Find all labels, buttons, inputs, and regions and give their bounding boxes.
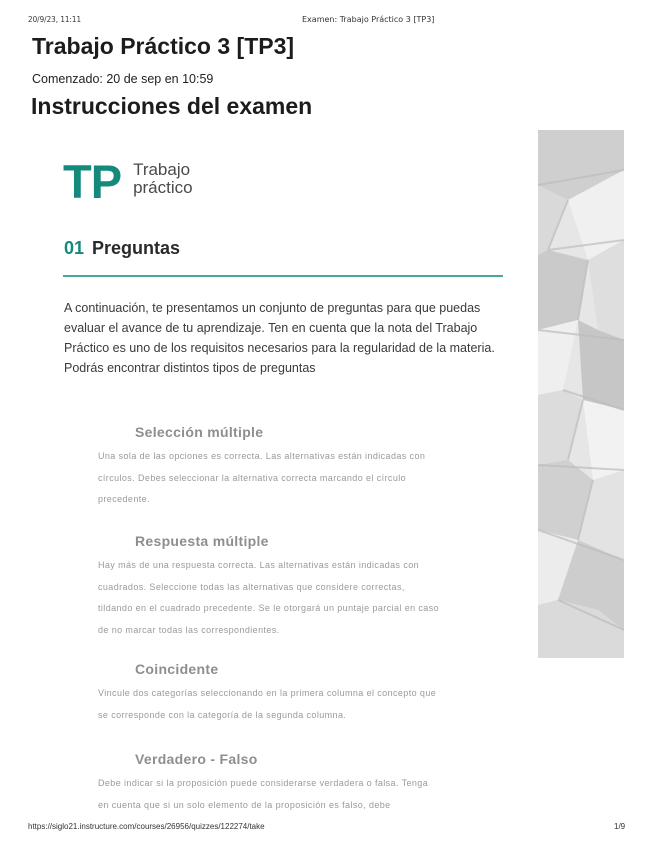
print-page-title: Examen: Trabajo Práctico 3 [TP3] xyxy=(302,15,435,24)
question-type-description xyxy=(98,555,478,641)
section-title-row xyxy=(64,238,180,259)
description-line: de no marcar todas las correspondientes. xyxy=(98,624,280,635)
section-number: 01 xyxy=(64,238,85,258)
description-line: se corresponde con la categoría de la segunda columna. xyxy=(98,709,347,720)
question-type-coincidente xyxy=(98,661,478,726)
question-type-description xyxy=(98,446,478,511)
intro-paragraph: A continuación, te presentamos un conjunto de preguntas para que puedas evaluar el avance de tu aprendizaje. Ten en cuenta que la nota del Trabajo Práctico es uno de los requisitos necesarios para la regularidad de la materia. Podrás encontrar distintos tipos de preguntas xyxy=(64,301,495,375)
description-line: precedente. xyxy=(98,494,150,504)
description-line: Vincule dos categorías seleccionando en la primera columna el concepto que xyxy=(98,688,437,698)
question-type-title: Verdadero - Falso xyxy=(135,751,258,767)
tp-logo-line1: Trabajo xyxy=(133,160,191,179)
description-line: tildando en el cuadrado precedente. Se le otorgará un puntaje parcial en caso xyxy=(98,603,440,613)
footer-page-number: 1/9 xyxy=(614,822,626,831)
instructions-heading: Instrucciones del examen xyxy=(31,93,313,119)
question-type-title: Coincidente xyxy=(135,661,219,677)
tp-logo-mark: TP xyxy=(63,155,122,208)
quiz-title: Trabajo Práctico 3 [TP3] xyxy=(32,33,295,59)
tp-logo-line2: práctico xyxy=(133,178,193,197)
description-line: Hay más de una respuesta correcta. Las alternativas están indicadas con xyxy=(98,560,420,570)
section-divider xyxy=(63,275,503,277)
question-type-verdadero-falso xyxy=(98,751,478,816)
description-line: Debe indicar si la proposición puede considerarse verdadera o falsa. Tenga xyxy=(98,778,429,788)
description-line: círculos. Debes seleccionar la alternativa correcta marcando el círculo xyxy=(98,472,407,483)
print-date: 20/9/23, 11:11 xyxy=(28,15,82,24)
question-type-description xyxy=(98,773,478,816)
description-line: en cuenta que si un solo elemento de la proposición es falso, debe xyxy=(98,799,391,810)
question-type-title: Respuesta múltiple xyxy=(135,533,269,549)
description-line: cuadrados. Seleccione todas las alternativas que considere correctas, xyxy=(98,581,405,592)
question-type-title: Selección múltiple xyxy=(135,424,264,440)
started-timestamp: Comenzado: 20 de sep en 10:59 xyxy=(32,72,214,86)
footer-url: https://siglo21.instructure.com/courses/26956/quizzes/122274/take xyxy=(28,822,265,831)
decorative-side-image xyxy=(538,130,624,658)
section-title: Preguntas xyxy=(92,238,181,258)
question-type-seleccion-multiple xyxy=(98,424,478,511)
tp-logo xyxy=(63,155,193,208)
tp-logo-text xyxy=(133,161,193,197)
question-type-description xyxy=(98,683,478,726)
description-line: Una sola de las opciones es correcta. Las alternativas están indicadas con xyxy=(98,451,426,461)
question-type-respuesta-multiple xyxy=(98,533,478,641)
